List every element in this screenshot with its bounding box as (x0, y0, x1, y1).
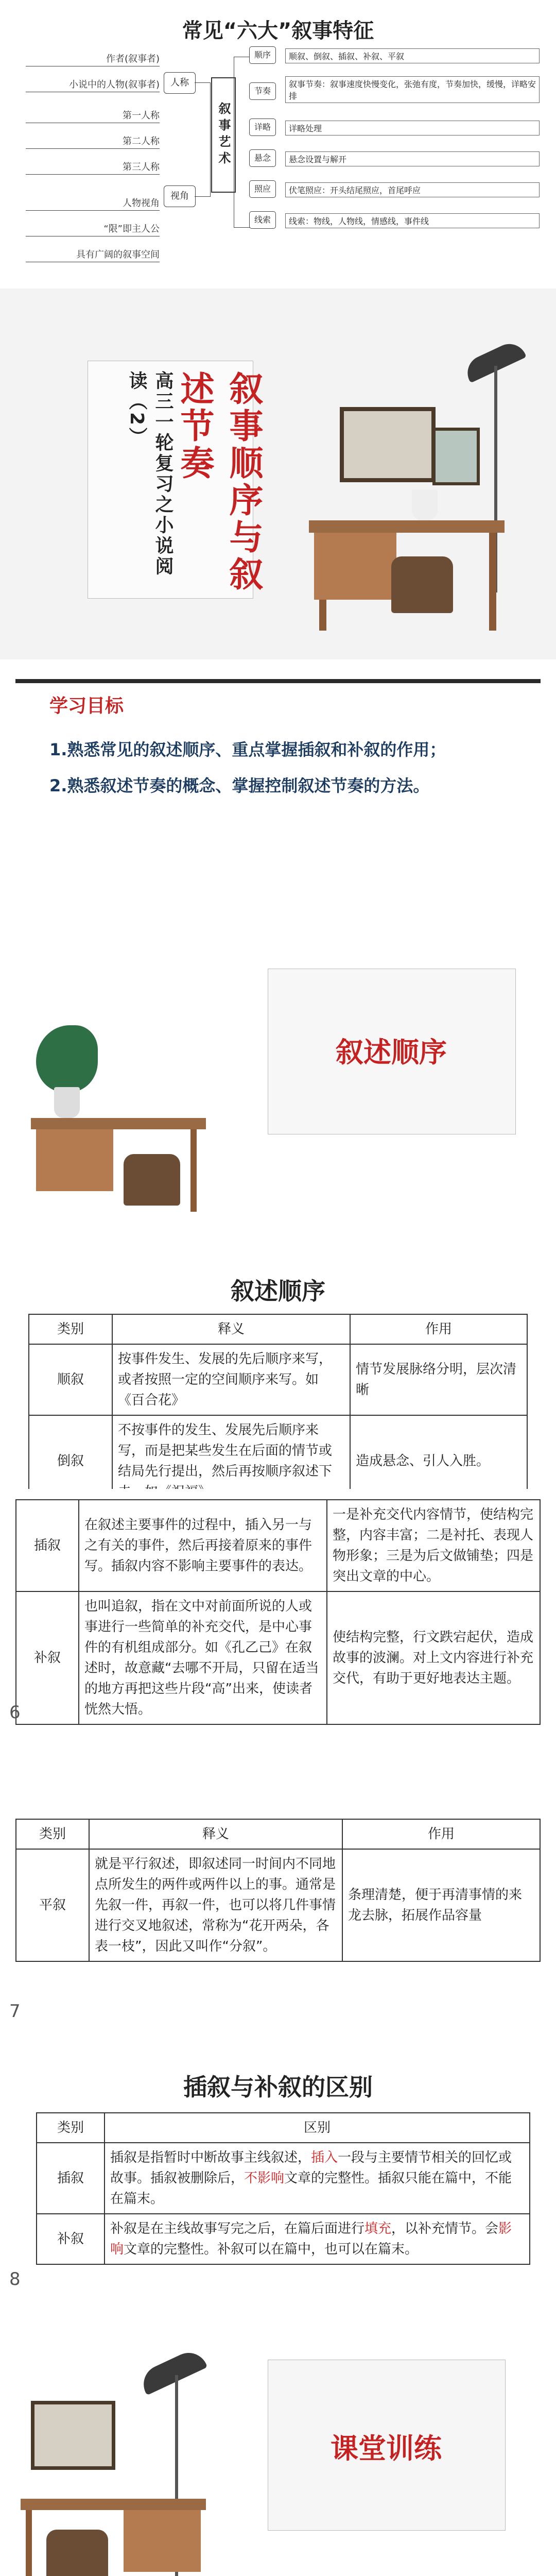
table-row (29, 1344, 527, 1415)
table-row (37, 2143, 530, 2214)
keyword-effect: 影响 (110, 2221, 512, 2257)
goal-item: 2.熟悉叙述节奏的概念、掌握控制叙述节奏的方法。 (49, 776, 430, 795)
left-item: 第二人称 (26, 134, 160, 149)
group-clue: 线索 (249, 211, 276, 229)
cell-category: 平叙 (16, 1849, 89, 1961)
right-item: 顺叙、倒叙、插叙、补叙、平叙 (285, 48, 540, 63)
desk-top (21, 2499, 206, 2510)
desk-illustration (309, 350, 546, 639)
cell-function: 情节发展脉络分明，层次清晰 (350, 1344, 527, 1415)
picture-frame (432, 428, 480, 485)
slide-order-table-3 (0, 1731, 556, 2030)
group-viewpoint: 视角 (164, 185, 196, 207)
goals-heading: 学习目标 (49, 696, 124, 717)
order-table (15, 1819, 541, 1962)
col-definition: 释义 (112, 1314, 350, 1344)
table-row (16, 1849, 540, 1961)
cell-category: 补叙 (16, 1591, 79, 1724)
table-row (16, 1500, 540, 1591)
right-item: 详略处理 (285, 121, 540, 135)
cell-category: 插叙 (16, 1500, 79, 1591)
table-row (16, 1591, 540, 1724)
group-person: 人称 (164, 72, 196, 94)
slide-title: 叙述顺序 (231, 1277, 325, 1305)
col-category: 类别 (37, 2113, 105, 2143)
slide-title: 插叙与补叙的区别 (183, 2073, 373, 2101)
series-label: 高三一轮复习之小说阅读（2） (126, 371, 173, 577)
keyword-no-effect: 不影响 (244, 2171, 285, 2186)
cell-definition: 不按事件的发生、发展先后顺序来写，而是把某些发生在后面的情节或结局先行提出，然后再按顺序叙述下 (112, 1415, 350, 1507)
left-item: 第一人称 (26, 108, 160, 123)
right-item: 叙事节奏：叙事速度快慢变化，张弛有度，节奏加快，缓慢，详略安排 (285, 76, 540, 103)
cell-definition: 在叙述主要事件的过程中，插入另一与之有关的事件，然后再接着原来的事件写。插叙内容不影响主要事件的表达。 (79, 1500, 327, 1591)
cell-function: 一是补充交代内容情节，使结构完整，内容丰富；二是衬托、表现人物形象；三是为后文做铺垫；四是突出文章的中心。 (327, 1500, 540, 1591)
left-item: 具有广阔的叙事空间 (26, 247, 160, 262)
keyword-insert: 插入 (311, 2150, 338, 2165)
group-order: 顺序 (249, 46, 276, 64)
cell-definition: 按事件发生、发展的先后顺序来写，或者按照一定的空间顺序来写。如《百合花》 (112, 1344, 350, 1415)
chair (124, 1154, 180, 1206)
keyword-fill: 填充 (364, 2221, 392, 2236)
col-category: 类别 (16, 1819, 89, 1849)
cell-function: 使结构完整，行文跌宕起伏，造成故事的波澜。对上文内容进行补充交代，有助于更好地表达主题。 (327, 1591, 540, 1724)
picture-frame (31, 2401, 115, 2470)
difference-table (36, 2112, 530, 2265)
group-echo: 照应 (249, 180, 276, 198)
desk-drawer (36, 1129, 113, 1191)
connector (234, 57, 250, 228)
right-item: 悬念设置与解开 (285, 151, 540, 166)
slide-order-table-2 (0, 1489, 556, 1731)
desk-illustration (31, 1025, 257, 1231)
goal-item: 1.熟悉常见的叙述顺序、重点掌握插叙和补叙的作用； (49, 740, 446, 759)
chair (391, 556, 453, 613)
goals-bar (15, 679, 541, 683)
cell-difference: 补叙是在主线故事写完之后，在篇后面进行填充，以补充情节。会影响文章的完整性。补叙可以在篇中，也可以在篇末。 (105, 2214, 530, 2264)
col-difference: 区别 (105, 2113, 530, 2143)
table-header-row (16, 1819, 540, 1849)
order-table (28, 1314, 528, 1507)
desk-illustration (21, 2360, 257, 2576)
left-item: “限”即主人公 (26, 222, 160, 236)
right-item: 伏笔照应：开头结尾照应，首尾呼应 (285, 182, 540, 197)
cell-category: 插叙 (37, 2143, 105, 2214)
order-table (15, 1499, 541, 1725)
cell-difference: 插叙是指暂时中断故事主线叙述，插入一段与主要情节相关的回忆或故事。插叙被删除后，不影响文章的完整性。插叙只能在篇中，不能在篇末。 (105, 2143, 530, 2214)
desk-top (31, 1118, 206, 1129)
slide-insert-vs-supplement (0, 2030, 556, 2298)
main-title: 叙事顺序与叙述节奏 (175, 371, 263, 594)
col-function: 作用 (350, 1314, 527, 1344)
col-function: 作用 (342, 1819, 540, 1849)
right-item: 线索：物线，人物线，情感线，事件线 (285, 213, 540, 228)
cell-category: 补叙 (37, 2214, 105, 2264)
cell-definition: 就是平行叙述，即叙述同一时间内不同地点所发生的两件或两件以上的事。通常是先叙一件，再叙一件，也可以将几件事情进行交叉地叙述，常称为“花开两朵，各表一枝”，因此又叫作“分叙”。 (89, 1849, 342, 1961)
col-category: 类别 (29, 1314, 112, 1344)
page-number: 8 (9, 2269, 21, 2290)
cell-category: 顺叙 (29, 1344, 112, 1415)
page-number: 6 (9, 1702, 21, 1723)
cell-function: 造成悬念、引人入胜。 (350, 1415, 527, 1507)
table-header-row (37, 2113, 530, 2143)
cell-definition: 也叫追叙，指在文中对前面所说的人或事进行一些简单的补充交代，是中心事件的有机组成部分。如《孔乙己》在叙述时，故意藏“去哪不开局，只留在适当的地方再把这些片段“高”出来，使读者恍然大悟。 (79, 1591, 327, 1724)
slide-order-table-1 (0, 1257, 556, 1489)
cell-function: 条理清楚，便于再清事情的来龙去脉，拓展作品容量 (342, 1849, 540, 1961)
slide-narrative-features (0, 0, 556, 289)
slide-class-practice (0, 2298, 556, 2576)
connector (195, 82, 211, 197)
chair (46, 2530, 108, 2576)
table-header-row (29, 1314, 527, 1344)
plant-pot (54, 1087, 80, 1118)
left-item: 人物视角 (26, 196, 160, 211)
slide-section-order (0, 881, 556, 1257)
plant-pot (412, 489, 438, 520)
desk-top (309, 520, 505, 533)
section-title: 课堂训练 (331, 2432, 442, 2465)
left-item: 作者(叙事者) (26, 52, 160, 66)
cell-category: 倒叙 (29, 1415, 112, 1507)
page-number: 7 (9, 2001, 21, 2022)
desk-drawer (124, 2510, 201, 2572)
section-title: 叙述顺序 (336, 1036, 447, 1069)
mindmap-center: 叙事艺术 (211, 77, 236, 193)
left-item: 小说中的人物(叙事者) (26, 77, 160, 92)
plant-leaves (36, 1025, 98, 1092)
picture-frame (340, 407, 436, 482)
group-rhythm: 节奏 (249, 82, 276, 100)
slide-title: 常见“六大”叙事特征 (182, 19, 374, 43)
col-definition: 释义 (89, 1819, 342, 1849)
slide-learning-goals (0, 659, 556, 881)
left-item: 第三人称 (26, 160, 160, 175)
group-detail: 详略 (249, 118, 276, 136)
table-row (37, 2214, 530, 2264)
floor-lamp (137, 2347, 207, 2396)
slide-cover (0, 289, 556, 659)
desk-drawer (314, 533, 396, 600)
group-suspense: 悬念 (249, 149, 276, 167)
